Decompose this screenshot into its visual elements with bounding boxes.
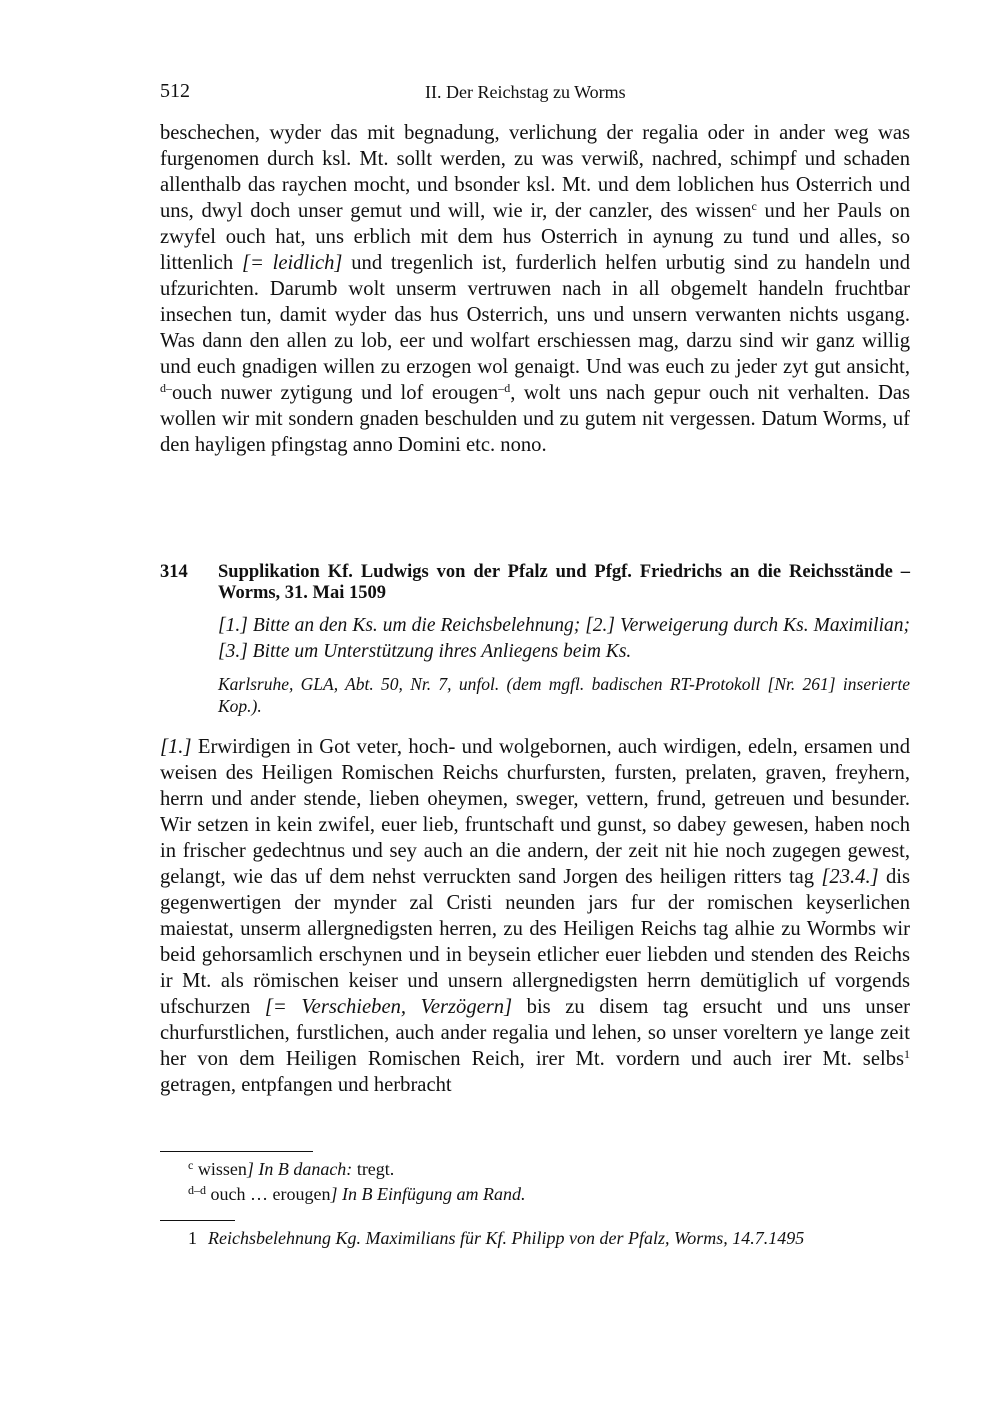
footnote-divider-commentary xyxy=(160,1220,235,1221)
document-regest: [1.] Bitte an den Ks. um die Reichsbelehnung; [2.] Verweigerung durch Ks. Maximilian; [3.] Bitte um Unterstützung ihres Anliegens beim Ks. xyxy=(218,615,910,662)
text-run: getragen, entpfangen und herbracht xyxy=(160,1074,452,1096)
footnote-marker-d-open[interactable]: d– xyxy=(160,381,172,395)
text-run: ouch nuwer zytigung und lof erougen xyxy=(172,382,499,404)
footnote-marker-c[interactable]: c xyxy=(751,199,757,213)
footnote-1 xyxy=(188,1226,804,1250)
section-marker: [1.] xyxy=(160,736,192,758)
text-run: und her Pauls on zwyfel ouch hat, uns erblich mit dem hus Osterrich in aynung zu tund und alles, so littenlich xyxy=(160,200,910,274)
footnote-lemma: ouch … erougen xyxy=(206,1184,331,1204)
footnote-mark: c xyxy=(188,1158,194,1172)
date-gloss: [23.4.] xyxy=(821,866,879,888)
footnote-lemma: wissen xyxy=(193,1159,247,1179)
footnote-text: Reichsbelehnung Kg. Maximilians für Kf. Philipp von der Pfalz, Worms, 14.7.1495 xyxy=(208,1228,805,1248)
editorial-gloss: [= Verschieben, Verzögern] xyxy=(264,996,513,1018)
document-number: 314 xyxy=(160,562,188,582)
running-head xyxy=(160,80,910,108)
document-title: Supplikation Kf. Ludwigs von der Pfalz und Pfgf. Friedrichs an die Reichsstände – Worms, 31. Mai 1509 xyxy=(218,562,910,603)
text-run: Erwirdigen in Got veter, hoch- und wolgebornen, auch wirdigen, edeln, ersamen und weisen des Heiligen Romischen Reichs churfursten, fursten, prelaten, graven, freyhern, herrn und ander stende, lieben oheymen, sweger, vettern, frund, getreuen und besunder. Wir setzen in kein zwifel, euer lieb, fruntschaft und gunst, so dabey gewesen, haben noch in frischer gedechtnus und sey auch an die andern, der zeit nit hie noch zugegen gewest, gelangt, wie das uf dem nehst verruckten sand Jorgen des heiligen ritters tag xyxy=(160,736,910,888)
footnote-c xyxy=(188,1157,394,1181)
footnote-divider-variants xyxy=(160,1151,313,1152)
footnote-bracket-note: ] In B danach: xyxy=(246,1159,353,1179)
footnote-bracket-note: ] In B Einfügung am Rand. xyxy=(330,1184,526,1204)
text-run: und tregenlich ist, furderlich helfen urbutig sind zu handeln und ufzurichten. Darumb wolt unserm vertruwen nach in all obgemelt handeln fruchtbar insechen tun, damit wyder das hus Osterrich, uns und unsern verwanten nichts usgang. Was dann den allen zu lob, eer und wolfart erschiessen mag, darzu sind wir ganz willig und euch gnadigen willen zu erzogen wol genaigt. Und was euch zu jeder zyt gut ansicht, xyxy=(160,252,910,378)
footnote-mark: 1 xyxy=(188,1228,197,1248)
text-run: dis gegenwertigen der mynder zal Cristi neunden jars fur der romischen keyserlichen maiestat, unserm allergnedigsten herren, zu des Heiligen Reichs tag alhie zu Wormbs wir beid gehorsamlich erschynen und in beysein etlicher euer liebden und stenden des Reichs ir Mt. als römischen keiser und unsern allergnedigsten herrn demütiglich uf vorgends ufschurzen xyxy=(160,866,910,1018)
document-source: Karlsruhe, GLA, Abt. 50, Nr. 7, unfol. (dem mgfl. badischen RT-Protokoll [Nr. 261] inserierte Kop.). xyxy=(218,674,910,716)
footnote-marker-1[interactable]: 1 xyxy=(904,1047,910,1061)
page-number: 512 xyxy=(160,80,190,102)
footnote-text: tregt. xyxy=(352,1159,395,1179)
footnote-mark: d–d xyxy=(188,1183,206,1197)
document-entry xyxy=(160,562,910,717)
editorial-gloss: [= leidlich] xyxy=(241,252,343,274)
running-title: II. Der Reichstag zu Worms xyxy=(425,82,626,102)
footnote-d-d xyxy=(188,1182,525,1206)
footnote-marker-d-close[interactable]: –d xyxy=(498,381,511,395)
body-paragraph xyxy=(160,734,910,1098)
text-run: bis zu disem tag ersucht und uns unser churfurstlichen, furstlichen, auch ander regalia und lehen, so unser voreltern ye lange zeit her von dem Heiligen Romischen Reich, irer Mt. vordern und auch irer Mt. selbs xyxy=(160,996,910,1070)
document-heading xyxy=(160,562,910,604)
text-run: , wolt uns nach gepur ouch nit verhalten. Das wollen wir mit sondern gnaden beschulden und zu gutem nit vergessen. Datum Worms, uf den hayligen pfingstag anno Domini etc. nono. xyxy=(160,382,910,456)
body-paragraph-continued xyxy=(160,120,910,458)
text-run: beschechen, wyder das mit begnadung, verlichung der regalia oder in ander weg was furgenomen durch ksl. Mt. sollt werden, zu was verwiß, nachred, schimpf und schaden allenthalb das raychen mocht, und bsonder ksl. Mt. und dem loblichen hus Osterrich und uns, dwyl doch unser gemut und will, wie ir, der canzler, des wissen xyxy=(160,122,910,222)
